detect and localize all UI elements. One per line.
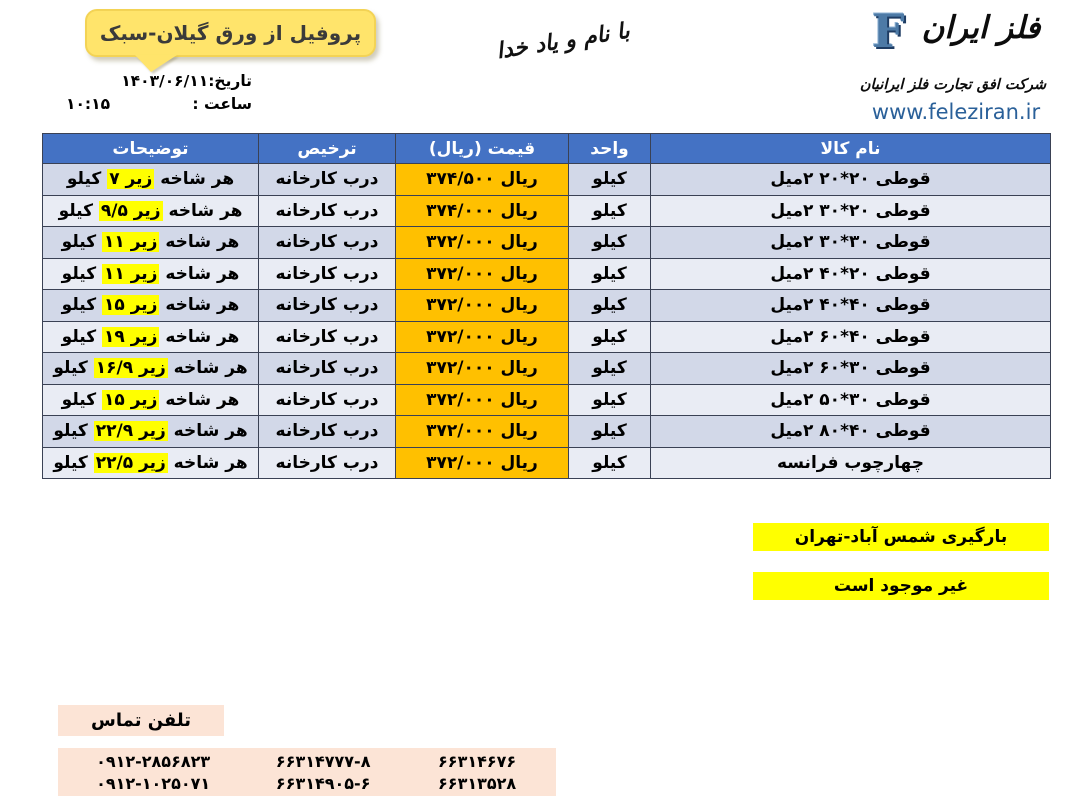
cell-clearance: درب کارخانه [259,384,396,416]
note-highlight: زیر ۱۱ [104,263,158,284]
note-suffix: کیلو [53,358,88,379]
note-prefix: هر شاخه [165,232,240,253]
cell-clearance: درب کارخانه [259,227,396,259]
price-value: ۳۷۲/۰۰۰ ریال [426,295,538,316]
note-prefix: هر شاخه [165,295,240,316]
note-suffix: کیلو [53,421,88,442]
note-highlight: زیر ۹/۵ [100,200,161,221]
price-value: ۳۷۲/۰۰۰ ریال [426,326,538,347]
header-price: قیمت (ریال) [396,134,569,164]
cell-price [396,258,569,290]
time-value: ۱۰:۱۵ [66,95,111,114]
cell-price [396,384,569,416]
phone-number: ۶۶۳۱۳۵۲۸ [438,773,517,793]
note-highlight: زیر ۷ [109,169,153,190]
cell-product-name: چهارچوب فرانسه [651,447,1051,479]
cell-price [396,227,569,259]
cell-price [396,164,569,196]
phone-number: ۶۶۳۱۴۷۷۷-۸ [275,751,371,771]
price-value: ۳۷۴/۵۰۰ ریال [426,169,538,190]
cell-clearance: درب کارخانه [259,290,396,322]
cell-price [396,290,569,322]
cell-notes [43,321,259,353]
cell-unit: کیلو [569,258,651,290]
phone-number: ۶۶۳۱۴۹۰۵-۶ [275,773,371,793]
callout-label: پروفیل از ورق گیلان-سبک [99,21,362,45]
note-highlight: زیر ۱۹ [104,326,158,347]
cell-price [396,195,569,227]
cell-unit: کیلو [569,290,651,322]
cell-clearance: درب کارخانه [259,447,396,479]
note-prefix: هر شاخه [165,326,240,347]
table-row [43,227,1051,259]
price-value: ۳۷۴/۰۰۰ ریال [426,200,538,221]
phone-number: ۶۶۳۱۴۶۷۶ [438,751,517,771]
datetime-block [66,70,252,117]
table-row [43,195,1051,227]
note-highlight: زیر ۲۲/۹ [95,421,166,442]
cell-clearance: درب کارخانه [259,353,396,385]
product-category-callout [85,9,376,57]
phone-number: ۰۹۱۲-۱۰۲۵۰۷۱ [96,773,211,793]
cell-product-name: قوطی ۲۰*۳۰ ۲میل [651,195,1051,227]
cell-notes [43,258,259,290]
note-suffix: کیلو [61,295,97,316]
cell-unit: کیلو [569,384,651,416]
cell-clearance: درب کارخانه [259,321,396,353]
note-prefix: هر شاخه [160,169,235,190]
cell-product-name: قوطی ۴۰*۸۰ ۲میل [651,416,1051,448]
table-row [43,164,1051,196]
table-header-row [43,134,1051,164]
table-row [43,447,1051,479]
note-prefix: هر شاخه [165,263,240,284]
cell-product-name: قوطی ۳۰*۶۰ ۲میل [651,353,1051,385]
date-line: تاریخ:۱۴۰۳/۰۶/۱۱ [121,72,252,90]
cell-notes [43,384,259,416]
price-value: ۳۷۲/۰۰۰ ریال [426,358,538,379]
cell-price [396,416,569,448]
cell-unit: کیلو [569,353,651,385]
note-suffix: کیلو [66,169,102,190]
cell-notes [43,290,259,322]
cell-price [396,353,569,385]
note-prefix: هر شاخه [165,389,240,410]
phone-numbers-panel [58,748,556,796]
cell-price [396,447,569,479]
header-clearance: ترخیص [259,134,396,164]
cell-product-name: قوطی ۳۰*۳۰ ۲میل [651,227,1051,259]
cell-product-name: قوطی ۴۰*۴۰ ۲میل [651,290,1051,322]
cell-product-name: قوطی ۲۰*۴۰ ۲میل [651,258,1051,290]
cell-clearance: درب کارخانه [259,195,396,227]
loading-location-banner: بارگیری شمس آباد-تهران [753,523,1049,551]
cell-clearance: درب کارخانه [259,258,396,290]
table-row [43,290,1051,322]
note-highlight: زیر ۱۵ [104,389,158,410]
phone-number: ۰۹۱۲-۲۸۵۶۸۲۳ [96,751,211,771]
cell-product-name: قوطی ۳۰*۵۰ ۲میل [651,384,1051,416]
cell-notes [43,353,259,385]
price-value: ۳۷۲/۰۰۰ ریال [426,421,538,442]
note-suffix: کیلو [58,200,93,221]
note-highlight: زیر ۲۲/۵ [95,452,166,473]
note-suffix: کیلو [61,263,97,284]
note-highlight: زیر ۱۱ [104,232,158,253]
brand-website: www.feleziran.ir [871,100,1041,124]
note-suffix: کیلو [53,452,88,473]
table-row [43,321,1051,353]
cell-unit: کیلو [569,416,651,448]
note-highlight: زیر ۱۵ [104,295,158,316]
note-suffix: کیلو [61,326,97,347]
note-prefix: هر شاخه [173,452,248,473]
cell-product-name: قوطی ۲۰*۲۰ ۲میل [651,164,1051,196]
cell-unit: کیلو [569,321,651,353]
unavailable-banner: غیر موجود است [753,572,1049,600]
cell-notes [43,416,259,448]
header-product-name: نام کالا [651,134,1051,164]
table-row [43,258,1051,290]
time-line [66,93,252,116]
note-prefix: هر شاخه [173,358,248,379]
brand-company-line: شرکت افق تجارت فلز ایرانیان [859,76,1047,93]
cell-clearance: درب کارخانه [259,416,396,448]
note-highlight: زیر ۱۶/۹ [95,358,166,379]
brand-name: فلز ایران [921,10,1041,46]
header-notes: توضیحات [43,134,259,164]
cell-unit: کیلو [569,227,651,259]
price-value: ۳۷۲/۰۰۰ ریال [426,389,538,410]
bismillah-calligraphy: با نام و یاد خدا [494,17,632,65]
cell-unit: کیلو [569,164,651,196]
price-value: ۳۷۲/۰۰۰ ریال [426,232,538,253]
cell-notes [43,195,259,227]
time-label: ساعت : [192,95,252,114]
cell-clearance: درب کارخانه [259,164,396,196]
cell-notes [43,227,259,259]
cell-unit: کیلو [569,195,651,227]
price-table [42,133,1051,479]
table-row [43,416,1051,448]
table-row [43,353,1051,385]
table-row [43,384,1051,416]
note-prefix: هر شاخه [173,421,248,442]
cell-price [396,321,569,353]
price-value: ۳۷۲/۰۰۰ ریال [426,452,538,473]
note-suffix: کیلو [61,232,97,253]
price-value: ۳۷۲/۰۰۰ ریال [426,263,538,284]
cell-notes [43,447,259,479]
cell-unit: کیلو [569,447,651,479]
brand-logo-f-icon: F [872,4,905,58]
header-unit: واحد [569,134,651,164]
cell-product-name: قوطی ۴۰*۶۰ ۲میل [651,321,1051,353]
note-suffix: کیلو [61,389,97,410]
note-prefix: هر شاخه [168,200,243,221]
cell-notes [43,164,259,196]
contact-title: تلفن تماس [58,705,224,736]
